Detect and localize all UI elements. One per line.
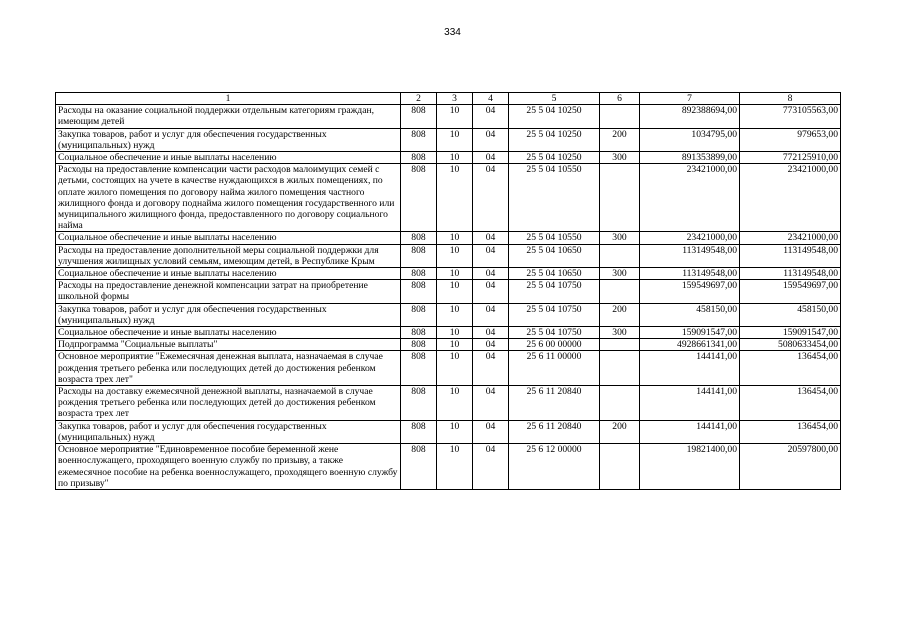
row-amount-year-1: 23421000,00 bbox=[640, 164, 740, 232]
table-row bbox=[56, 351, 841, 386]
row-description: Социальное обеспечение и иные выплаты населению bbox=[56, 268, 401, 280]
row-section: 10 bbox=[437, 152, 473, 164]
page-number: 334 bbox=[444, 27, 461, 38]
row-expense-type bbox=[600, 244, 640, 267]
row-amount-year-1: 113149548,00 bbox=[640, 244, 740, 267]
row-expense-type: 300 bbox=[600, 327, 640, 339]
row-subsection: 04 bbox=[473, 280, 509, 303]
row-amount-year-2: 113149548,00 bbox=[740, 244, 841, 267]
row-subsection: 04 bbox=[473, 164, 509, 232]
row-admin-code: 808 bbox=[401, 128, 437, 151]
row-expense-type bbox=[600, 339, 640, 351]
header-cell: 2 bbox=[401, 93, 437, 105]
row-target-article: 25 5 04 10650 bbox=[509, 244, 600, 267]
row-section: 10 bbox=[437, 164, 473, 232]
row-target-article: 25 6 00 00000 bbox=[509, 339, 600, 351]
table-row bbox=[56, 164, 841, 232]
row-description: Расходы на оказание социальной поддержки отдельным категориям граждан, имеющим детей bbox=[56, 105, 401, 128]
row-target-article: 25 5 04 10750 bbox=[509, 303, 600, 326]
row-section: 10 bbox=[437, 351, 473, 386]
row-subsection: 04 bbox=[473, 420, 509, 443]
row-expense-type bbox=[600, 164, 640, 232]
row-admin-code: 808 bbox=[401, 244, 437, 267]
row-description: Основное мероприятие "Единовременное пособие беременной жене военнослужащего, проходящего военную службу по призыву, а также ежемесячное пособие на ребенка военнослужащего, проходящего военную службу по призыву" bbox=[56, 444, 401, 490]
row-expense-type bbox=[600, 280, 640, 303]
row-description: Социальное обеспечение и иные выплаты населению bbox=[56, 327, 401, 339]
row-description: Основное мероприятие "Ежемесячная денежная выплата, назначаемая в случае рождения третьего ребенка или последующих детей до достижения ребенком возраста трех лет" bbox=[56, 351, 401, 386]
header-row bbox=[56, 93, 841, 105]
row-expense-type: 200 bbox=[600, 128, 640, 151]
table-row bbox=[56, 268, 841, 280]
row-admin-code: 808 bbox=[401, 105, 437, 128]
row-subsection: 04 bbox=[473, 339, 509, 351]
row-expense-type: 200 bbox=[600, 303, 640, 326]
row-target-article: 25 5 04 10250 bbox=[509, 152, 600, 164]
row-admin-code: 808 bbox=[401, 152, 437, 164]
row-amount-year-1: 1034795,00 bbox=[640, 128, 740, 151]
row-section: 10 bbox=[437, 444, 473, 490]
row-amount-year-1: 144141,00 bbox=[640, 386, 740, 421]
row-target-article: 25 5 04 10550 bbox=[509, 232, 600, 244]
table-row bbox=[56, 339, 841, 351]
table-row bbox=[56, 420, 841, 443]
row-section: 10 bbox=[437, 244, 473, 267]
row-amount-year-1: 891353899,00 bbox=[640, 152, 740, 164]
row-section: 10 bbox=[437, 128, 473, 151]
row-amount-year-2: 773105563,00 bbox=[740, 105, 841, 128]
row-amount-year-2: 159091547,00 bbox=[740, 327, 841, 339]
row-amount-year-1: 23421000,00 bbox=[640, 232, 740, 244]
row-amount-year-2: 23421000,00 bbox=[740, 232, 841, 244]
row-target-article: 25 5 04 10750 bbox=[509, 280, 600, 303]
row-amount-year-2: 5080633454,00 bbox=[740, 339, 841, 351]
row-admin-code: 808 bbox=[401, 386, 437, 421]
row-amount-year-1: 892388694,00 bbox=[640, 105, 740, 128]
header-cell: 5 bbox=[509, 93, 600, 105]
table-row bbox=[56, 232, 841, 244]
row-description: Закупка товаров, работ и услуг для обеспечения государственных (муниципальных) нужд bbox=[56, 420, 401, 443]
row-amount-year-1: 4928661341,00 bbox=[640, 339, 740, 351]
row-amount-year-2: 772125910,00 bbox=[740, 152, 841, 164]
row-section: 10 bbox=[437, 280, 473, 303]
row-admin-code: 808 bbox=[401, 339, 437, 351]
row-target-article: 25 5 04 10650 bbox=[509, 268, 600, 280]
row-admin-code: 808 bbox=[401, 351, 437, 386]
table-row bbox=[56, 327, 841, 339]
row-admin-code: 808 bbox=[401, 303, 437, 326]
row-target-article: 25 5 04 10750 bbox=[509, 327, 600, 339]
table-row bbox=[56, 386, 841, 421]
header-cell: 1 bbox=[56, 93, 401, 105]
table-row bbox=[56, 152, 841, 164]
row-section: 10 bbox=[437, 303, 473, 326]
header-cell: 4 bbox=[473, 93, 509, 105]
row-subsection: 04 bbox=[473, 244, 509, 267]
row-amount-year-2: 113149548,00 bbox=[740, 268, 841, 280]
row-target-article: 25 6 12 00000 bbox=[509, 444, 600, 490]
row-admin-code: 808 bbox=[401, 164, 437, 232]
row-amount-year-2: 458150,00 bbox=[740, 303, 841, 326]
row-description: Закупка товаров, работ и услуг для обеспечения государственных (муниципальных) нужд bbox=[56, 303, 401, 326]
row-section: 10 bbox=[437, 268, 473, 280]
row-admin-code: 808 bbox=[401, 280, 437, 303]
row-subsection: 04 bbox=[473, 268, 509, 280]
row-admin-code: 808 bbox=[401, 420, 437, 443]
row-amount-year-2: 136454,00 bbox=[740, 351, 841, 386]
row-section: 10 bbox=[437, 339, 473, 351]
row-section: 10 bbox=[437, 327, 473, 339]
row-amount-year-1: 144141,00 bbox=[640, 351, 740, 386]
row-expense-type bbox=[600, 105, 640, 128]
row-amount-year-1: 144141,00 bbox=[640, 420, 740, 443]
row-admin-code: 808 bbox=[401, 268, 437, 280]
table-row bbox=[56, 128, 841, 151]
row-subsection: 04 bbox=[473, 444, 509, 490]
row-amount-year-2: 136454,00 bbox=[740, 386, 841, 421]
row-subsection: 04 bbox=[473, 232, 509, 244]
row-amount-year-1: 458150,00 bbox=[640, 303, 740, 326]
row-description: Закупка товаров, работ и услуг для обеспечения государственных (муниципальных) нужд bbox=[56, 128, 401, 151]
row-amount-year-1: 159091547,00 bbox=[640, 327, 740, 339]
row-amount-year-1: 19821400,00 bbox=[640, 444, 740, 490]
table-row bbox=[56, 244, 841, 267]
row-section: 10 bbox=[437, 232, 473, 244]
row-description: Расходы на предоставление дополнительной меры социальной поддержки для улучшения жилищных условий семьям, имеющим детей, в Республике Крым bbox=[56, 244, 401, 267]
table-row bbox=[56, 280, 841, 303]
row-description: Расходы на доставку ежемесячной денежной выплаты, назначаемой в случае рождения третьего ребенка или последующих детей до достижения ребенком возраста трех лет bbox=[56, 386, 401, 421]
row-expense-type bbox=[600, 351, 640, 386]
row-target-article: 25 6 11 20840 bbox=[509, 386, 600, 421]
row-admin-code: 808 bbox=[401, 232, 437, 244]
row-subsection: 04 bbox=[473, 152, 509, 164]
row-description: Подпрограмма "Социальные выплаты" bbox=[56, 339, 401, 351]
header-cell: 8 bbox=[740, 93, 841, 105]
row-amount-year-2: 20597800,00 bbox=[740, 444, 841, 490]
row-amount-year-1: 159549697,00 bbox=[640, 280, 740, 303]
row-amount-year-2: 136454,00 bbox=[740, 420, 841, 443]
row-expense-type: 300 bbox=[600, 268, 640, 280]
budget-table bbox=[55, 92, 841, 490]
row-amount-year-2: 979653,00 bbox=[740, 128, 841, 151]
row-subsection: 04 bbox=[473, 105, 509, 128]
row-section: 10 bbox=[437, 105, 473, 128]
row-target-article: 25 6 11 00000 bbox=[509, 351, 600, 386]
row-amount-year-1: 113149548,00 bbox=[640, 268, 740, 280]
row-admin-code: 808 bbox=[401, 444, 437, 490]
row-subsection: 04 bbox=[473, 386, 509, 421]
row-target-article: 25 5 04 10250 bbox=[509, 128, 600, 151]
row-description: Социальное обеспечение и иные выплаты населению bbox=[56, 232, 401, 244]
row-amount-year-2: 23421000,00 bbox=[740, 164, 841, 232]
row-section: 10 bbox=[437, 386, 473, 421]
row-description: Расходы на предоставление денежной компенсации затрат на приобретение школьной формы bbox=[56, 280, 401, 303]
row-subsection: 04 bbox=[473, 327, 509, 339]
row-amount-year-2: 159549697,00 bbox=[740, 280, 841, 303]
row-expense-type: 200 bbox=[600, 420, 640, 443]
header-cell: 6 bbox=[600, 93, 640, 105]
row-expense-type bbox=[600, 444, 640, 490]
header-cell: 3 bbox=[437, 93, 473, 105]
row-target-article: 25 5 04 10250 bbox=[509, 105, 600, 128]
row-expense-type bbox=[600, 386, 640, 421]
row-section: 10 bbox=[437, 420, 473, 443]
row-expense-type: 300 bbox=[600, 232, 640, 244]
row-subsection: 04 bbox=[473, 303, 509, 326]
row-admin-code: 808 bbox=[401, 327, 437, 339]
table-row bbox=[56, 303, 841, 326]
row-expense-type: 300 bbox=[600, 152, 640, 164]
row-description: Социальное обеспечение и иные выплаты населению bbox=[56, 152, 401, 164]
table-row bbox=[56, 105, 841, 128]
row-subsection: 04 bbox=[473, 128, 509, 151]
row-subsection: 04 bbox=[473, 351, 509, 386]
row-target-article: 25 6 11 20840 bbox=[509, 420, 600, 443]
table-row bbox=[56, 444, 841, 490]
row-target-article: 25 5 04 10550 bbox=[509, 164, 600, 232]
row-description: Расходы на предоставление компенсации части расходов малоимущих семей с детьми, состоящих на учете в качестве нуждающихся в жилых помещениях, по оплате жилого помещения по договору найма жилого помещения частного жилищного фонда и договору поднайма жилого помещения государственного или муниципального жилищного фонда, предоставленного по договору социального найма bbox=[56, 164, 401, 232]
header-cell: 7 bbox=[640, 93, 740, 105]
